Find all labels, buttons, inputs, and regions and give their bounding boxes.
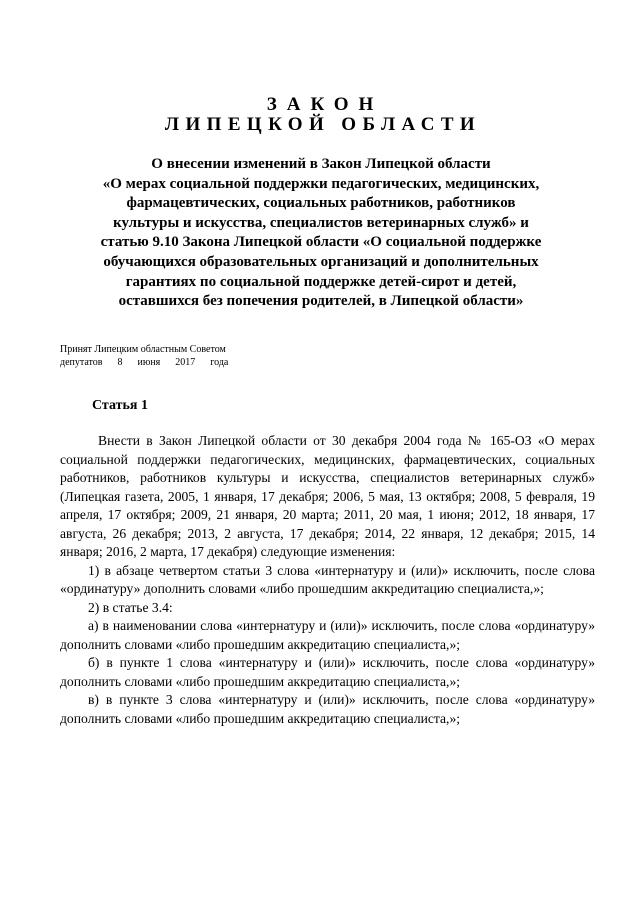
article-body [60,432,595,728]
paragraph: 1) в абзаце четвертом статьи 3 слова «интернатуру и (или)» исключить, после слова «ординатуру» дополнить словами «либо прошедшим аккредитацию специалиста,»; [60,562,595,596]
paragraph: 2) в статье 3.4: [88,599,173,615]
subtitle-line: гарантиях по социальной поддержке детей-сирот и детей, [125,273,517,290]
adoption-note [60,343,228,369]
adoption-date-line: депутатов 8 июня 2017 года [60,357,229,368]
paragraph: б) в пункте 1 слова «интернатуру и (или)» исключить, после слова «ординатуру» дополнить словами «либо прошедшим аккредитацию специалиста,»; [60,655,595,689]
law-region: ЛИПЕЦКОЙ ОБЛАСТИ [164,114,482,135]
law-subtitle [60,155,582,312]
paragraph: в) в пункте 3 слова «интернатуру и (или)» исключить, после слова «ординатуру» дополнить словами «либо прошедшим аккредитацию специалиста,»; [60,692,595,726]
article-heading: Статья 1 [92,398,148,413]
subtitle-line: оставшихся без попечения родителей, в Липецкой области» [118,293,524,310]
paragraph: Внести в Закон Липецкой области от 30 декабря 2004 года № 165-ОЗ «О мерах социальной поддержки педагогических, медицинских, фармацевтических, социальных работников, работников культуры и искусства, специалистов ветеринарных служб» (Липецкая газета, 2005, 1 января, 17 декабря; 2006, 5 мая, 13 октября; 2008, 5 февраля, 19 апреля, 17 октября; 2009, 21 января, 20 марта; 2011, 20 мая, 1 июня; 2012, 18 января, 17 августа, 26 декабря; 2013, 2 августа, 17 декабря; 2014, 22 января, 12 декабря; 2015, 14 января; 2016, 2 марта, 17 декабря) следующие изменения: [60,433,595,559]
subtitle-line: О внесении изменений в Закон Липецкой области [151,156,491,172]
paragraph: а) в наименовании слова «интернатуру и (или)» исключить, после слова «ординатуру» дополнить словами «либо прошедшим аккредитацию специалиста,»; [60,618,595,652]
subtitle-line: статью 9.10 Закона Липецкой области «О социальной поддержке [100,234,542,251]
subtitle-line: «О мерах социальной поддержки педагогических, медицинских, [102,175,540,192]
subtitle-line: культуры и искусства, специалистов ветеринарных служб» и [113,214,529,231]
subtitle-line: фармацевтических, социальных работников, работников [126,195,516,212]
adoption-line: Принят Липецким областным Советом [60,344,226,355]
law-title: ЗАКОН [266,94,384,115]
subtitle-line: обучающихся образовательных организаций и дополнительных [103,253,539,270]
